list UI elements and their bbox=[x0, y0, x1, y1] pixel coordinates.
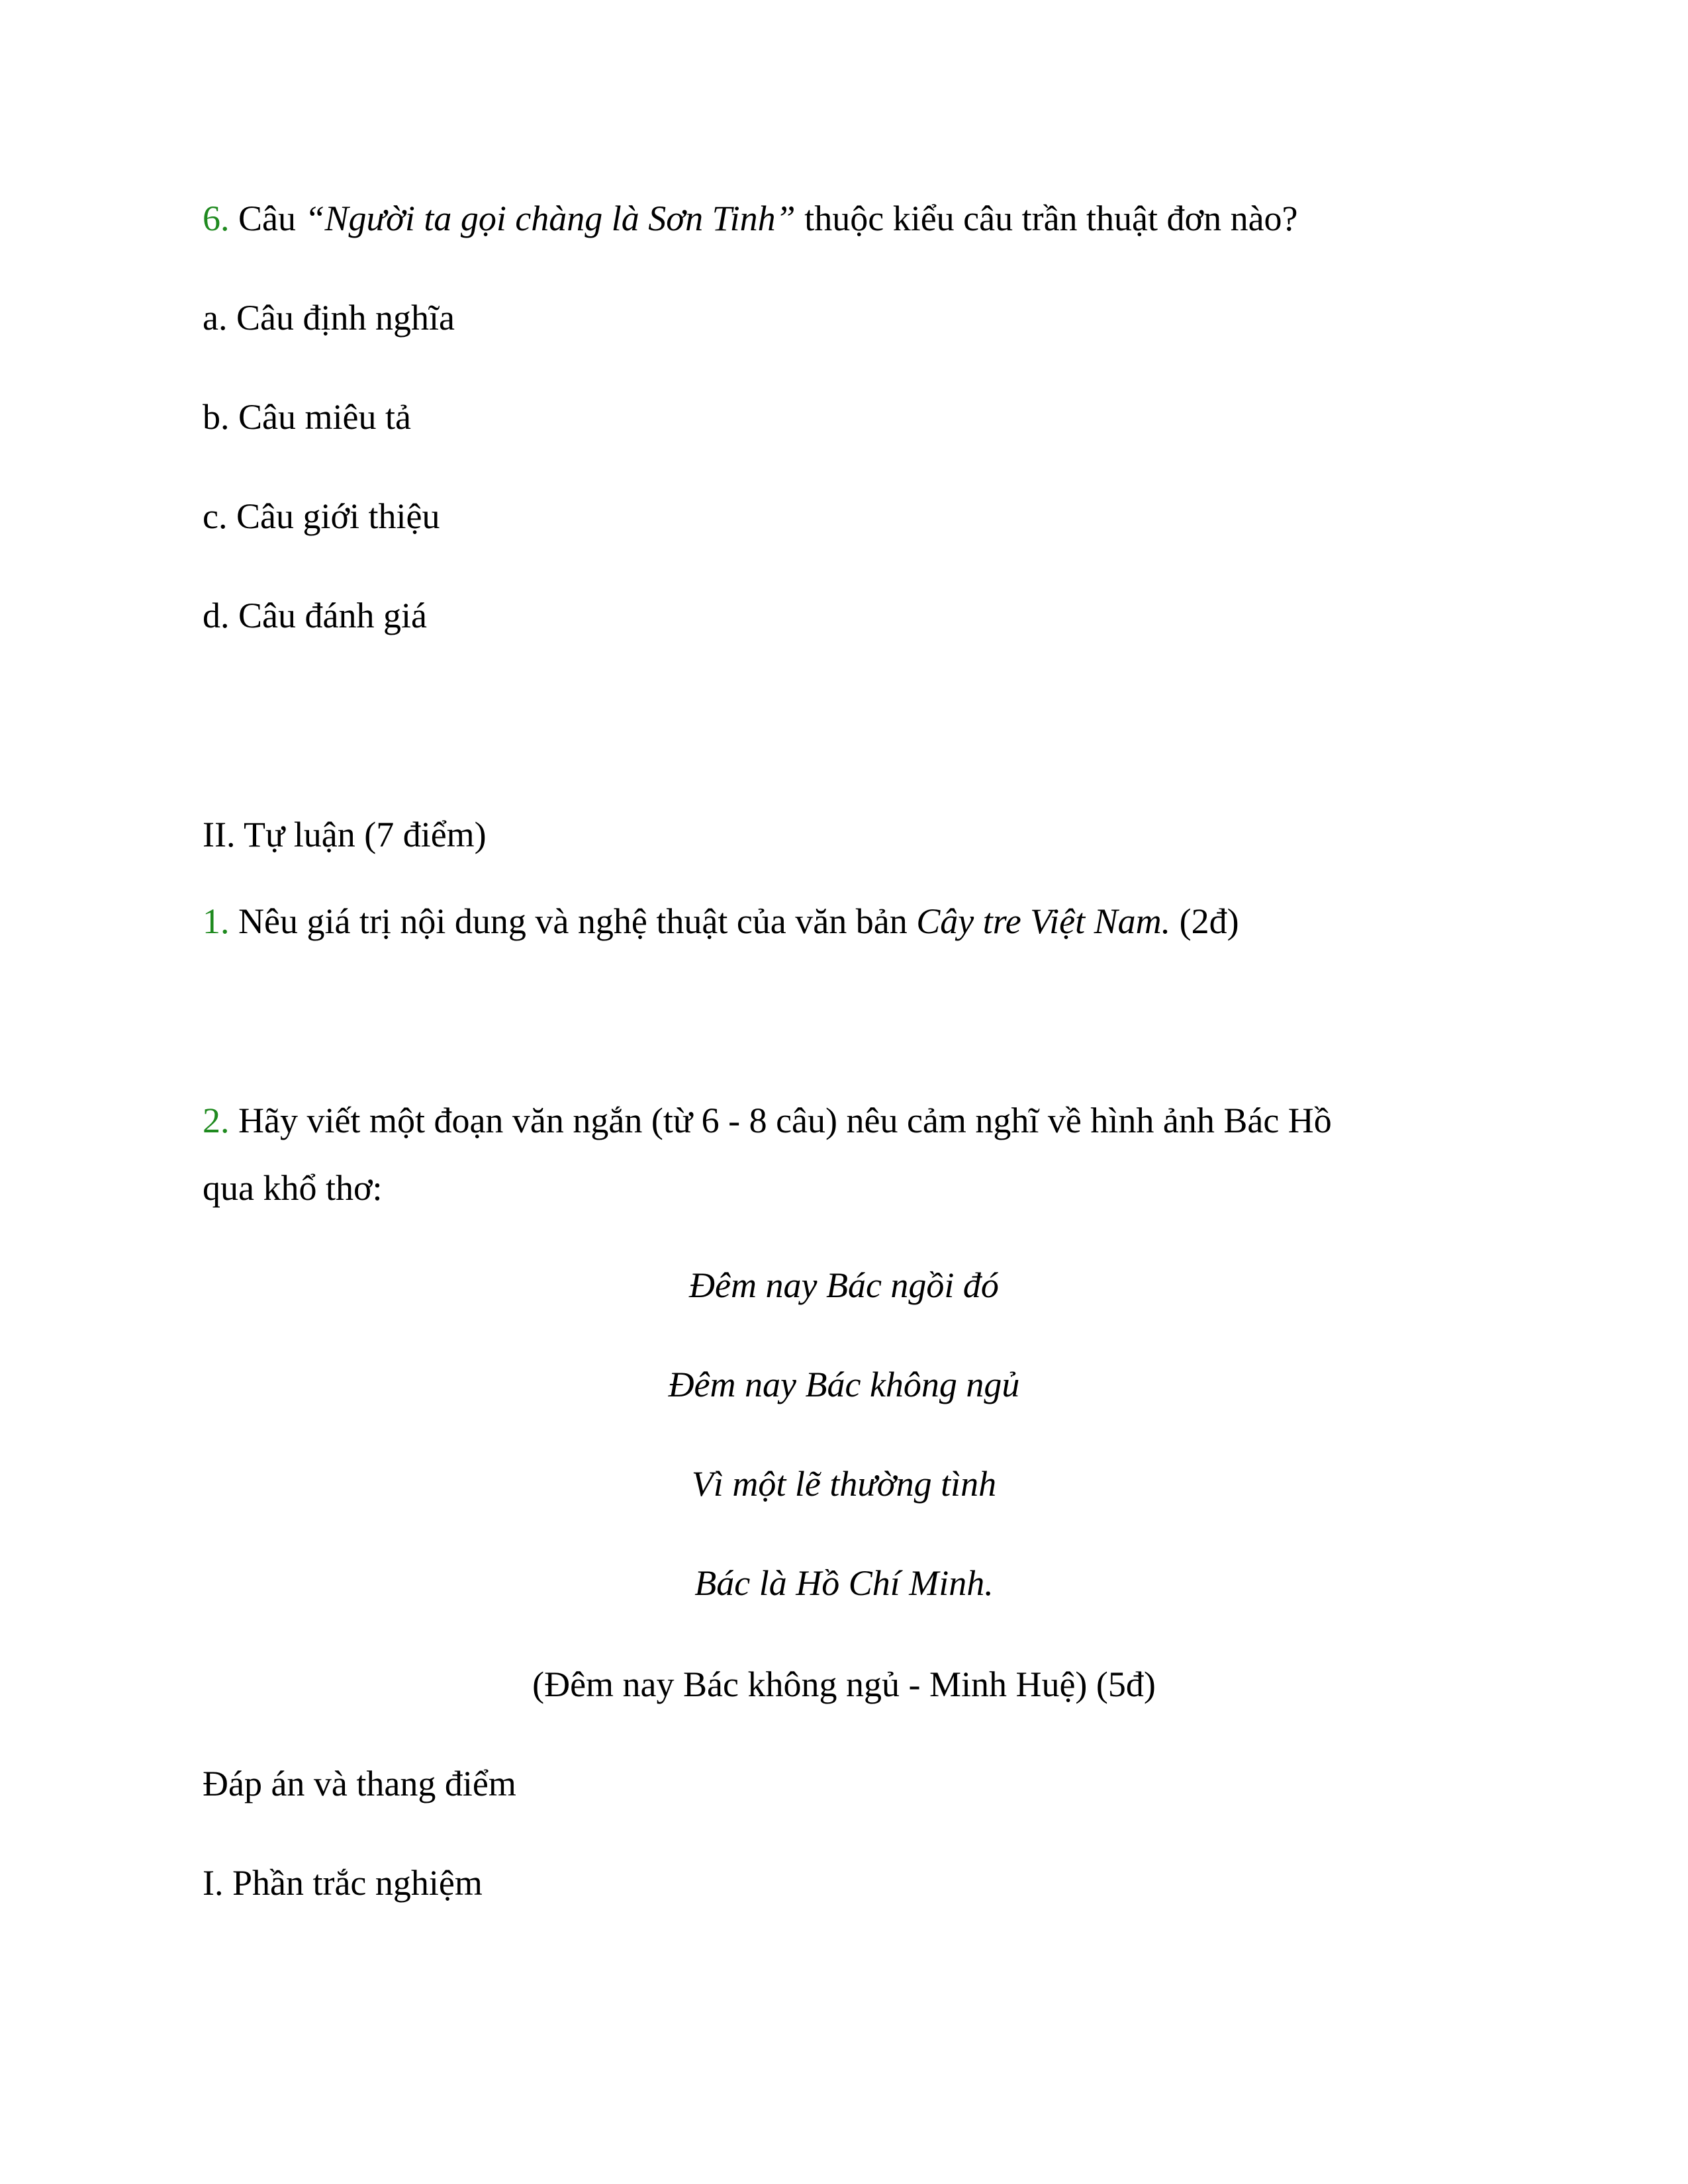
poem-line: Đêm nay Bác không ngủ bbox=[668, 1365, 1020, 1404]
option-b: b. Câu miêu tả bbox=[203, 397, 411, 437]
option-a: a. Câu định nghĩa bbox=[203, 298, 455, 338]
essay-question-1 bbox=[203, 898, 1239, 944]
question-prefix: Câu bbox=[229, 199, 305, 238]
quoted-sentence: “Người ta gọi chàng là Sơn Tinh” bbox=[305, 199, 796, 238]
work-title: Cây tre Việt Nam. bbox=[916, 901, 1171, 941]
question-number: 2. bbox=[203, 1101, 230, 1140]
essay-question-2-line-2: qua khổ thơ: bbox=[203, 1168, 383, 1208]
question-6 bbox=[203, 195, 1298, 242]
poem-line: Bác là Hồ Chí Minh. bbox=[694, 1563, 994, 1603]
poem-source: (Đêm nay Bác không ngủ - Minh Huệ) (5đ) bbox=[532, 1664, 1156, 1704]
section-heading-essay: II. Tự luận (7 điểm) bbox=[203, 815, 487, 854]
question-suffix: thuộc kiểu câu trần thuật đơn nào? bbox=[795, 199, 1298, 238]
question-score: (2đ) bbox=[1170, 901, 1239, 941]
essay-question-2-line-1 bbox=[203, 1097, 1332, 1144]
poem-line: Vì một lẽ thường tình bbox=[691, 1464, 997, 1504]
question-text: Nêu giá trị nội dung và nghệ thuật của văn bản bbox=[229, 901, 917, 941]
option-c: c. Câu giới thiệu bbox=[203, 496, 440, 536]
question-text: Hãy viết một đoạn văn ngắn (từ 6 - 8 câu) nêu cảm nghĩ về hình ảnh Bác Hồ bbox=[229, 1101, 1332, 1140]
poem-line: Đêm nay Bác ngồi đó bbox=[689, 1265, 999, 1305]
answers-heading: Đáp án và thang điểm bbox=[203, 1764, 516, 1803]
question-number: 1. bbox=[203, 901, 230, 941]
answers-part-1-heading: I. Phần trắc nghiệm bbox=[203, 1863, 483, 1903]
option-d: d. Câu đánh giá bbox=[203, 596, 427, 635]
question-number: 6. bbox=[203, 199, 230, 238]
